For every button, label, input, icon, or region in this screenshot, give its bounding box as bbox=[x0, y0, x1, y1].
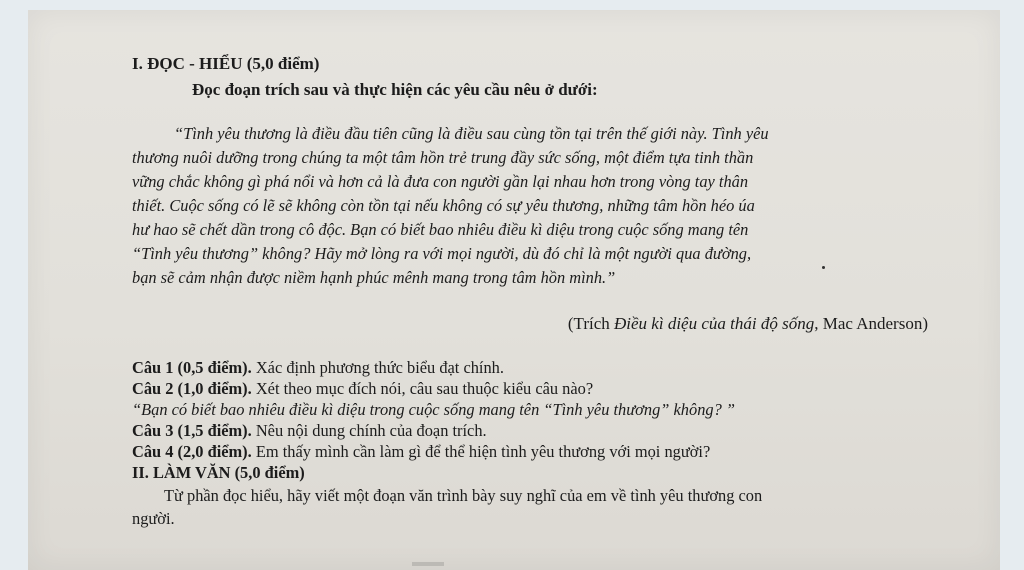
question-label: Câu 4 (2,0 điểm). bbox=[132, 442, 252, 461]
passage-line: bạn sẽ cảm nhận được niềm hạnh phúc mênh mang trong tâm hồn mình.” bbox=[132, 268, 616, 287]
passage-line: “Tình yêu thương” không? Hãy mở lòng ra với mọi người, dù đó chỉ là một người qua đường, bbox=[132, 244, 752, 263]
citation-work-title: Điều kì diệu của thái độ sống bbox=[614, 314, 815, 333]
question-text: Nêu nội dung chính của đoạn trích. bbox=[251, 421, 487, 440]
question-label: Câu 1 (0,5 điểm). bbox=[132, 358, 252, 377]
passage-line: thiết. Cuộc sống có lẽ sẽ không còn tồn tại nếu không có sự yêu thương, những tâm hồn héo úa bbox=[132, 196, 755, 215]
section-2-title: II. LÀM VĂN (5,0 điểm) bbox=[132, 463, 305, 482]
quoted-sentence: “Bạn có biết bao nhiêu điều kì diệu trong cuộc sống mang tên “Tình yêu thương” không? ” bbox=[132, 400, 735, 419]
passage-line: “Tình yêu thương là điều đầu tiên cũng là điều sau cùng tồn tại trên thế giới này. Tình yêu bbox=[174, 124, 769, 143]
reading-instruction: Đọc đoạn trích sau và thực hiện các yêu cầu nêu ở dưới: bbox=[192, 80, 598, 99]
question-4 bbox=[132, 442, 710, 462]
question-label: Câu 3 (1,5 điểm). bbox=[132, 421, 252, 440]
exam-document bbox=[28, 10, 1000, 570]
passage-line: thương nuôi dưỡng trong chúng ta một tâm hồn trẻ trung đầy sức sống, một điểm tựa tinh thần bbox=[132, 148, 754, 167]
section-1-title: I. ĐỌC - HIỂU (5,0 điểm) bbox=[132, 54, 320, 73]
question-text: Em thấy mình cần làm gì để thể hiện tình yêu thương với mọi người? bbox=[251, 442, 711, 461]
source-citation bbox=[568, 314, 928, 334]
document-photo bbox=[28, 10, 1000, 570]
question-3 bbox=[132, 421, 487, 441]
question-text: Xét theo mục đích nói, câu sau thuộc kiểu câu nào? bbox=[251, 379, 594, 398]
essay-prompt-line: Từ phần đọc hiểu, hãy viết một đoạn văn trình bày suy nghĩ của em về tình yêu thương con bbox=[164, 486, 763, 505]
bottom-mark bbox=[412, 562, 444, 566]
citation-suffix: , Mac Anderson) bbox=[814, 314, 928, 333]
question-label: Câu 2 (1,0 điểm). bbox=[132, 379, 252, 398]
question-2 bbox=[132, 379, 593, 399]
passage-line: hư hao sẽ chết dần trong cô độc. Bạn có biết bao nhiêu điều kì diệu trong cuộc sống mang tên bbox=[132, 220, 749, 239]
question-text: Xác định phương thức biểu đạt chính. bbox=[251, 358, 504, 377]
citation-prefix: (Trích bbox=[567, 314, 615, 333]
essay-prompt-line: người. bbox=[132, 509, 175, 528]
passage-line: vững chắc không gì phá nổi và hơn cả là đưa con người gần lại nhau hơn trong vòng tay thân bbox=[132, 172, 749, 191]
question-1 bbox=[132, 358, 504, 378]
ink-dot bbox=[822, 266, 825, 269]
